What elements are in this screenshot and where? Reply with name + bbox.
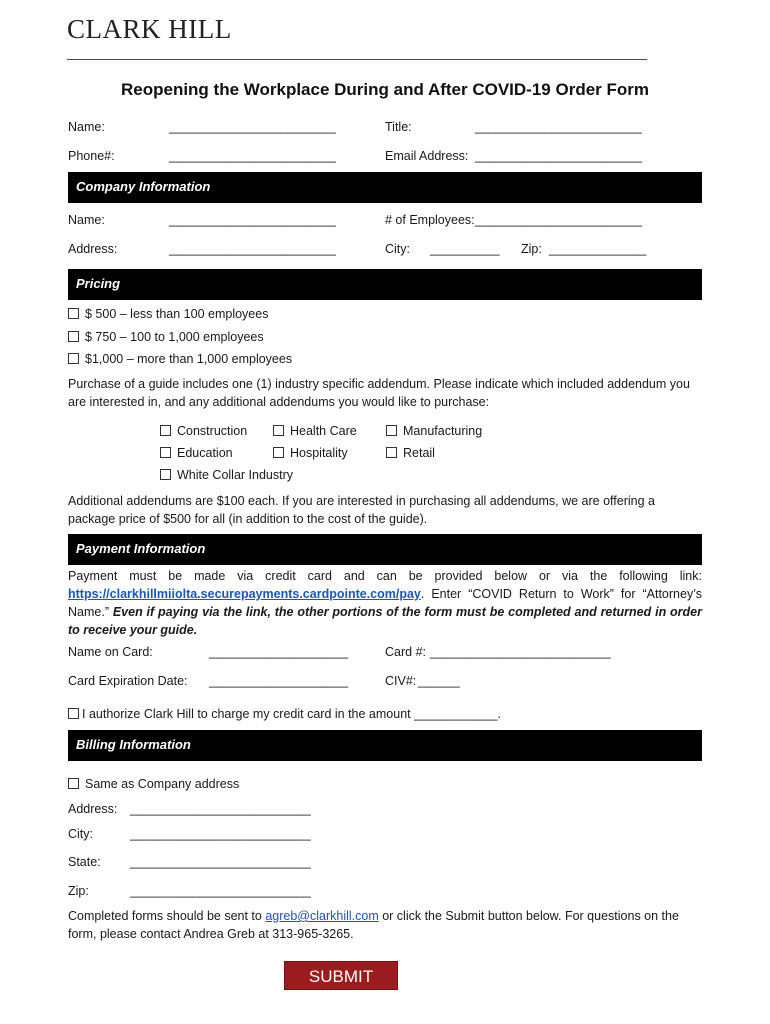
card-number-field[interactable]: __________________________ xyxy=(430,645,611,659)
checkbox-icon[interactable] xyxy=(160,447,171,458)
title-field[interactable]: ________________________ xyxy=(475,120,642,134)
industry-education[interactable]: Education xyxy=(160,446,233,460)
payment-note: Even if paying via the link, the other portions of the form must be completed and returned in order to receive your guide. xyxy=(68,605,702,637)
checkbox-icon[interactable] xyxy=(68,778,79,789)
price-option-1000[interactable]: $1,000 – more than 1,000 employees xyxy=(68,352,292,366)
billing-zip-label: Zip: xyxy=(68,884,89,898)
payment-info-header: Payment Information xyxy=(68,534,702,565)
checkbox-icon[interactable] xyxy=(68,353,79,364)
company-info-header: Company Information xyxy=(68,172,702,203)
billing-city-field[interactable]: __________________________ xyxy=(130,827,311,841)
checkbox-icon[interactable] xyxy=(68,308,79,319)
city-field[interactable]: __________ xyxy=(430,242,500,256)
guide-description: Purchase of a guide includes one (1) industry specific addendum. Please indicate which included addendum you are interested in, and any additional addendums you would like to purchase: xyxy=(68,377,690,409)
addendum-description: Additional addendums are $100 each. If you are interested in purchasing all addendums, we are offering a package price of $500 for all (in addition to the cost of the guide). xyxy=(68,494,655,526)
industry-construction[interactable]: Construction xyxy=(160,424,247,438)
card-expiration-label: Card Expiration Date: xyxy=(68,674,188,688)
billing-address-label: Address: xyxy=(68,802,118,816)
payment-instructions: Payment must be made via credit card and can be provided below or via the following link: https://clarkhillmiiolta.securepayments.cardpointe.com/pay. Enter “COVID Return to Work” for “Attorney’s Name.” Even if paying via the link, the other portions of the form must be completed and returned in order to receive your guide. xyxy=(68,569,702,637)
phone-field[interactable]: ________________________ xyxy=(169,149,336,163)
industry-health-care[interactable]: Health Care xyxy=(273,424,357,438)
header-rule xyxy=(67,59,647,60)
company-name-label: Name: xyxy=(68,213,105,227)
zip-field[interactable]: ______________ xyxy=(549,242,647,256)
checkbox-icon[interactable] xyxy=(160,469,171,480)
name-on-card-label: Name on Card: xyxy=(68,645,153,659)
checkbox-icon[interactable] xyxy=(386,425,397,436)
checkbox-icon[interactable] xyxy=(386,447,397,458)
billing-city-label: City: xyxy=(68,827,93,841)
checkbox-icon[interactable] xyxy=(273,425,284,436)
industry-white-collar[interactable]: White Collar Industry xyxy=(160,468,293,482)
employees-label: # of Employees: xyxy=(385,213,475,227)
name-label: Name: xyxy=(68,120,105,134)
card-expiration-field[interactable]: ____________________ xyxy=(209,674,349,688)
civ-field[interactable]: ______ xyxy=(418,674,460,688)
price-option-750[interactable]: $ 750 – 100 to 1,000 employees xyxy=(68,330,264,344)
billing-address-field[interactable]: __________________________ xyxy=(130,802,311,816)
company-name-field[interactable]: ________________________ xyxy=(169,213,336,227)
billing-zip-field[interactable]: __________________________ xyxy=(130,884,311,898)
submission-instructions: Completed forms should be sent to agreb@clarkhill.com or click the Submit button below. For questions on the form, please contact Andrea Greb at 313-965-3265. xyxy=(68,909,679,941)
phone-label: Phone#: xyxy=(68,149,115,163)
payment-link[interactable]: https://clarkhillmiiolta.securepayments.cardpointe.com/pay xyxy=(68,587,421,601)
billing-state-field[interactable]: __________________________ xyxy=(130,855,311,869)
company-address-field[interactable]: ________________________ xyxy=(169,242,336,256)
city-label: City: xyxy=(385,242,410,256)
billing-state-label: State: xyxy=(68,855,101,869)
email-field[interactable]: ________________________ xyxy=(475,149,642,163)
name-field[interactable]: ________________________ xyxy=(169,120,336,134)
form-title: Reopening the Workplace During and After COVID-19 Order Form xyxy=(120,80,649,99)
zip-label: Zip: xyxy=(521,242,542,256)
pricing-header: Pricing xyxy=(68,269,702,300)
submit-button[interactable]: SUBMIT xyxy=(284,961,398,990)
email-label: Email Address: xyxy=(385,149,469,163)
industry-manufacturing[interactable]: Manufacturing xyxy=(386,424,482,438)
employees-field[interactable]: ________________________ xyxy=(475,213,642,227)
civ-label: CIV#: xyxy=(385,674,417,688)
checkbox-icon[interactable] xyxy=(273,447,284,458)
name-on-card-field[interactable]: ____________________ xyxy=(209,645,349,659)
authorize-charge[interactable]: I authorize Clark Hill to charge my credit card in the amount ____________. xyxy=(68,707,501,721)
clark-hill-logo: CLARK HILL xyxy=(67,14,232,44)
card-number-label: Card #: xyxy=(385,645,426,659)
industry-hospitality[interactable]: Hospitality xyxy=(273,446,348,460)
title-label: Title: xyxy=(385,120,412,134)
same-as-company-address[interactable]: Same as Company address xyxy=(68,777,239,791)
billing-info-header: Billing Information xyxy=(68,730,702,761)
company-address-label: Address: xyxy=(68,242,118,256)
checkbox-icon[interactable] xyxy=(160,425,171,436)
checkbox-icon[interactable] xyxy=(68,708,79,719)
contact-email-link[interactable]: agreb@clarkhill.com xyxy=(265,909,379,923)
checkbox-icon[interactable] xyxy=(68,331,79,342)
industry-retail[interactable]: Retail xyxy=(386,446,435,460)
price-option-500[interactable]: $ 500 – less than 100 employees xyxy=(68,307,268,321)
